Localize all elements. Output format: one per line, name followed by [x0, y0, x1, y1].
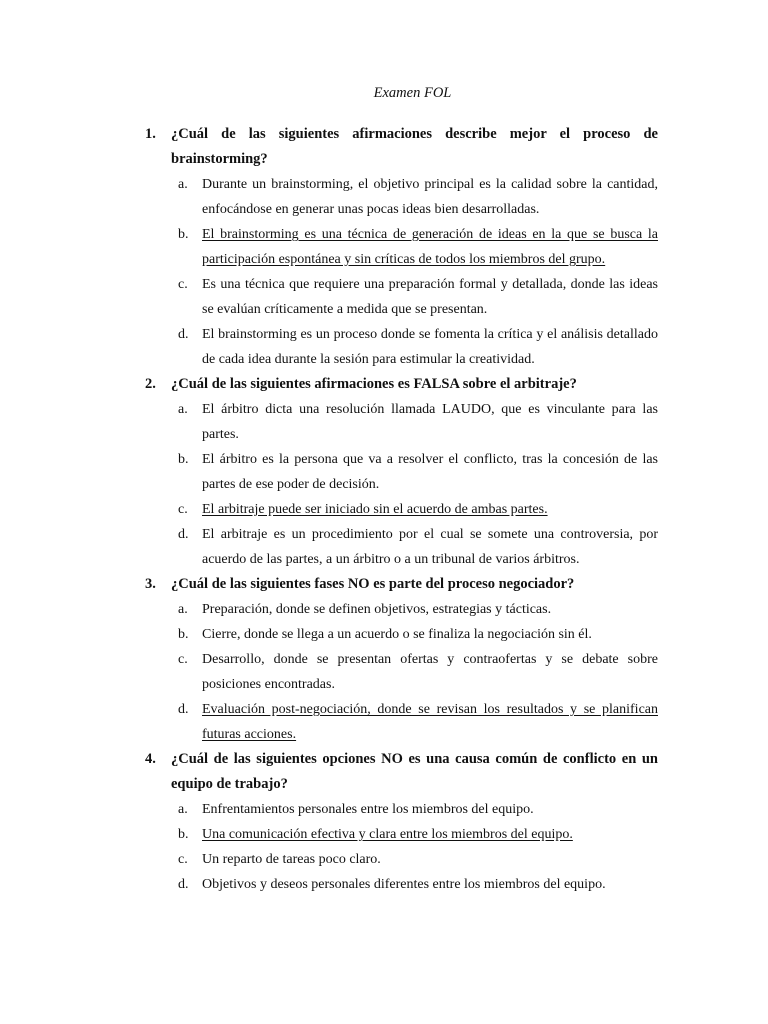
document-title: Examen FOL	[373, 85, 452, 101]
option-letter: c.	[178, 852, 188, 867]
question-header	[145, 747, 658, 797]
option-letter: d.	[178, 702, 189, 717]
question-list	[145, 122, 658, 897]
option-letter: d.	[178, 527, 189, 542]
option-text: El arbitraje es un procedimiento por el cual se somete una controversia, por acuerdo de las partes, a un árbitro o a un tribunal de varios árbitros.	[202, 527, 658, 567]
option-text: Cierre, donde se llega a un acuerdo o se finaliza la negociación sin él.	[202, 627, 592, 642]
option-2a	[178, 397, 658, 447]
option-letter: d.	[178, 327, 189, 342]
question-header	[145, 122, 658, 172]
option-2b	[178, 447, 658, 497]
option-1a	[178, 172, 658, 222]
option-letter: a.	[178, 802, 188, 817]
option-text: Preparación, donde se definen objetivos, estrategias y tácticas.	[202, 602, 552, 617]
option-text: El árbitro es la persona que va a resolver el conflicto, tras la concesión de las partes de ese poder de decisión.	[202, 452, 658, 492]
option-letter: b.	[178, 627, 189, 642]
option-3b	[178, 622, 658, 647]
option-letter: c.	[178, 652, 188, 667]
question-3	[145, 572, 658, 747]
question-4	[145, 747, 658, 897]
option-1c	[178, 272, 658, 322]
option-letter: a.	[178, 602, 188, 617]
option-letter: b.	[178, 227, 189, 242]
option-2d	[178, 522, 658, 572]
option-1d	[178, 322, 658, 372]
option-text-underlined: Una comunicación efectiva y clara entre los miembros del equipo.	[202, 827, 573, 842]
option-list	[145, 797, 658, 897]
option-text: Enfrentamientos personales entre los miembros del equipo.	[202, 802, 534, 817]
question-2	[145, 372, 658, 572]
option-3d	[178, 697, 658, 747]
option-letter: c.	[178, 502, 188, 517]
option-text-underlined: El brainstorming es una técnica de generación de ideas en la que se busca la participación espontánea y sin críticas de todos los miembros del grupo.	[202, 227, 658, 267]
option-text: Objetivos y deseos personales diferentes entre los miembros del equipo.	[202, 877, 606, 892]
option-3a	[178, 597, 658, 622]
option-text: Desarrollo, donde se presentan ofertas y contraofertas y se debate sobre posiciones encontradas.	[202, 652, 658, 692]
option-letter: b.	[178, 452, 189, 467]
option-4a	[178, 797, 658, 822]
option-text: El brainstorming es un proceso donde se fomenta la crítica y el análisis detallado de cada idea durante la sesión para estimular la creatividad.	[202, 327, 658, 367]
option-text: Durante un brainstorming, el objetivo principal es la calidad sobre la cantidad, enfocándose en generar unas pocas ideas bien desarrolladas.	[202, 177, 658, 217]
option-letter: c.	[178, 277, 188, 292]
option-text: Un reparto de tareas poco claro.	[202, 852, 381, 867]
option-4b	[178, 822, 658, 847]
question-number: 3.	[145, 576, 156, 592]
question-text: ¿Cuál de las siguientes afirmaciones describe mejor el proceso de brainstorming?	[171, 126, 658, 167]
option-letter: a.	[178, 177, 188, 192]
option-letter: b.	[178, 827, 189, 842]
option-letter: a.	[178, 402, 188, 417]
question-number: 2.	[145, 376, 156, 392]
question-header	[145, 372, 658, 397]
question-header	[145, 572, 658, 597]
question-text: ¿Cuál de las siguientes opciones NO es una causa común de conflicto en un equipo de trabajo?	[171, 751, 658, 792]
option-2c	[178, 497, 658, 522]
option-1b	[178, 222, 658, 272]
option-text-underlined: El arbitraje puede ser iniciado sin el acuerdo de ambas partes.	[202, 502, 548, 517]
question-text: ¿Cuál de las siguientes fases NO es parte del proceso negociador?	[171, 576, 575, 592]
option-text-underlined: Evaluación post-negociación, donde se revisan los resultados y se planifican futuras acciones.	[202, 702, 658, 742]
question-number: 1.	[145, 126, 156, 142]
option-list	[145, 172, 658, 372]
option-list	[145, 597, 658, 747]
option-text: Es una técnica que requiere una preparación formal y detallada, donde las ideas se evalúan críticamente a medida que se presentan.	[202, 277, 658, 317]
option-4c	[178, 847, 658, 872]
option-4d	[178, 872, 658, 897]
option-letter: d.	[178, 877, 189, 892]
option-text: El árbitro dicta una resolución llamada LAUDO, que es vinculante para las partes.	[202, 402, 658, 442]
question-number: 4.	[145, 751, 156, 767]
option-3c	[178, 647, 658, 697]
question-text: ¿Cuál de las siguientes afirmaciones es FALSA sobre el arbitraje?	[171, 376, 577, 392]
question-1	[145, 122, 658, 372]
option-list	[145, 397, 658, 572]
